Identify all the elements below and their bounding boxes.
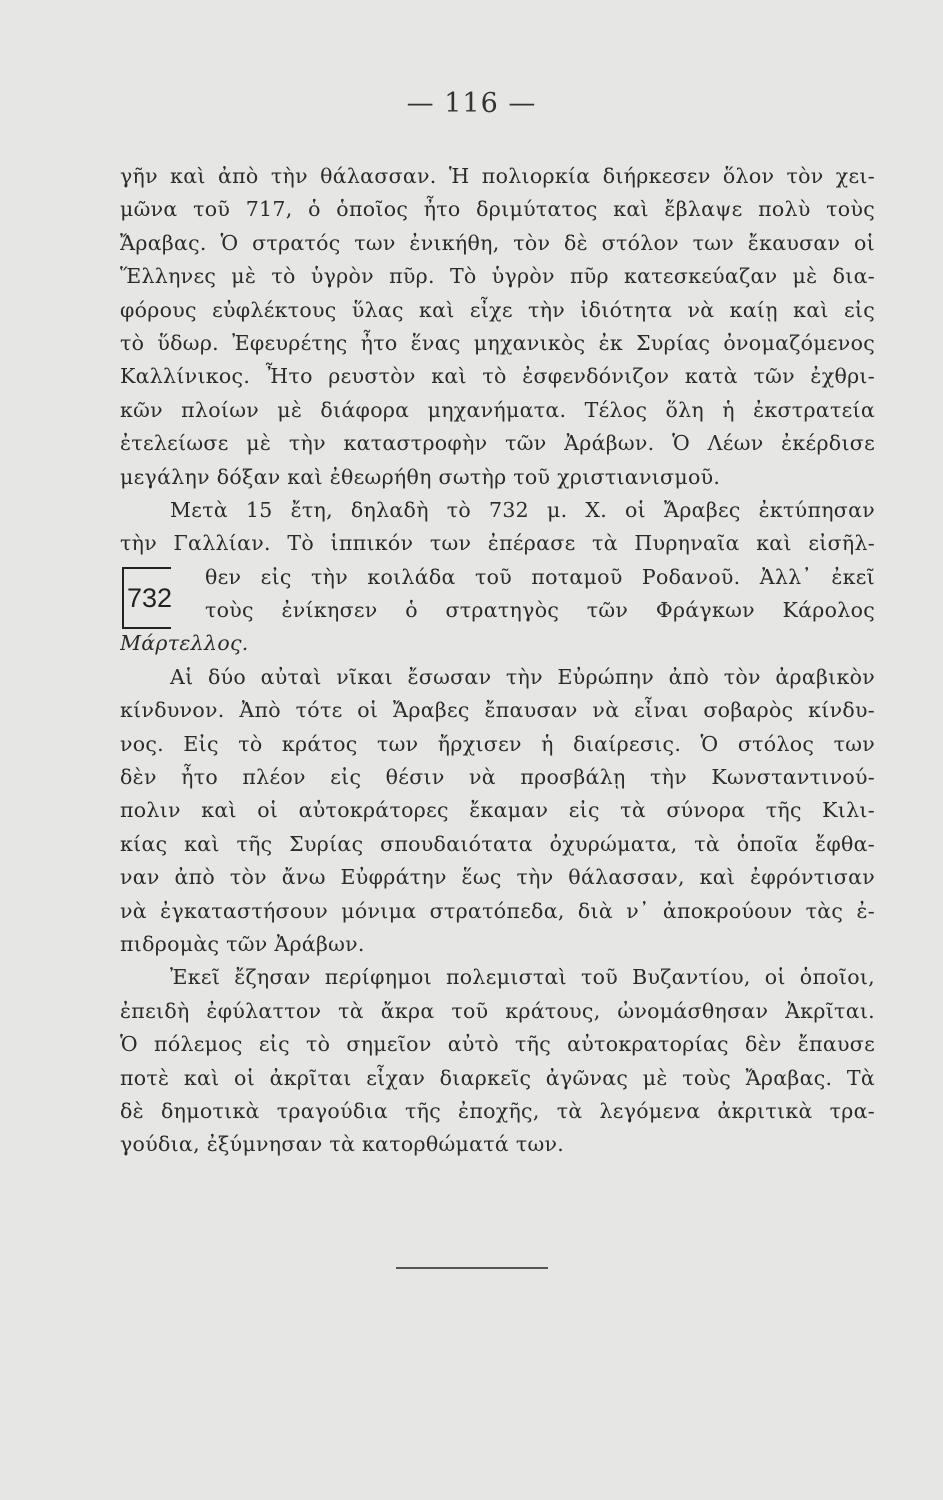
body-text [120,160,875,1162]
text-line: τὴν Γαλλίαν. Τὸ ἱππικόν των ἐπέρασε τὰ Πυρηναῖα καὶ εἰσῆλ- [120,531,875,556]
text-line: ἐπειδὴ ἐφύλαττον τὰ ἄκρα τοῦ κράτους, ὠνομάσθησαν Ἀκρῖται. [120,998,875,1023]
text-line: Ὁ πόλεμος εἰς τὸ σημεῖον αὐτὸ τῆς αὐτοκρατορίας δὲν ἔπαυσε [120,1032,875,1057]
text-line: μῶνα τοῦ 717, ὁ ὁποῖος ἦτο δριμύτατος καὶ ἔβλαψε πολὺ τοὺς [120,197,875,222]
text-line: κίας καὶ τῆς Συρίας σπουδαιότατα ὀχυρώματα, τὰ ὁποῖα ἔφθα- [120,831,875,856]
section-divider [396,1267,548,1269]
text-line: Αἱ δύο αὐταὶ νῖκαι ἔσωσαν τὴν Εὐρώπην ἀπὸ τὸν ἀραβικὸν [170,664,875,689]
text-line: ναν ἀπὸ τὸν ἄνω Εὐφράτην ἕως τὴν θάλασσαν, καὶ ἐφρόντισαν [120,865,875,890]
text-line: νος. Εἰς τὸ κράτος των ἤρχισεν ἡ διαίρεσις. Ὁ στόλος των [120,731,875,756]
text-line: Ἄραβας. Ὁ στρατός των ἐνικήθη, τὸν δὲ στόλον των ἔκαυσαν οἱ [120,230,875,255]
text-line: Καλλίνικος. Ἦτο ρευστὸν καὶ τὸ ἐσφενδόνιζον κατὰ τῶν ἐχθρι- [120,364,875,389]
text-line: γούδια, ἐξύμνησαν τὰ κατορθώματά των. [120,1132,565,1157]
margin-year-note: 732 [122,567,171,629]
text-line: Ἐκεῖ ἔζησαν περίφημοι πολεμισταὶ τοῦ Βυζαντίου, οἱ ὁποῖοι, [170,965,875,990]
text-line: γῆν καὶ ἀπὸ τὴν θάλασσαν. Ἡ πολιορκία διήρκεσεν ὅλον τὸν χει- [120,164,875,188]
text-line: πολιν καὶ οἱ αὐτοκράτορες ἔκαμαν εἰς τὰ σύνορα τῆς Κιλι- [120,798,875,823]
text-line: δὲ δημοτικὰ τραγούδια τῆς ἐποχῆς, τὰ λεγόμενα ἀκριτικὰ τρα- [120,1098,875,1123]
text-line: κῶν πλοίων μὲ διάφορα μηχανήματα. Τέλος ὅλη ἡ ἐκστρατεία [120,397,875,422]
text-line: νὰ ἐγκαταστήσουν μόνιμα στρατόπεδα, διὰ ν᾽ ἀποκρούουν τὰς ἐ- [120,898,875,923]
text-line: Μετὰ 15 ἔτη, δηλαδὴ τὸ 732 μ. Χ. οἱ Ἄραβες ἐκτύπησαν [170,497,875,522]
text-line: κίνδυνον. Ἀπὸ τότε οἱ Ἄραβες ἔπαυσαν νὰ εἶναι σοβαρὸς κίνδυ- [120,698,875,723]
text-line: μεγάλην δόξαν καὶ ἐθεωρήθη σωτὴρ τοῦ χριστιανισμοῦ. [120,464,721,489]
text-line: πιδρομὰς τῶν Ἀράβων. [120,931,365,956]
page-number: — 116 — [406,88,537,119]
text-line: ποτὲ καὶ οἱ ἀκρῖται εἶχαν διαρκεῖς ἀγῶνας μὲ τοὺς Ἄραβας. Τὰ [120,1065,875,1090]
text-line: τοὺς ἐνίκησεν ὁ στρατηγὸς τῶν Φράγκων Κάρολος [205,598,875,623]
text-line: φόρους εὐφλέκτους ὕλας καὶ εἶχε τὴν ἰδιότητα νὰ καίῃ καὶ εἰς [120,297,875,322]
text-line: ἐτελείωσε μὲ τὴν καταστροφὴν τῶν Ἀράβων. Ὁ Λέων ἐκέρδισε [120,431,875,456]
text-line: Μάρτελλος. [120,631,249,656]
text-line: θεν εἰς τὴν κοιλάδα τοῦ ποταμοῦ Ροδανοῦ. Ἀλλ᾽ ἐκεῖ [205,564,875,589]
text-line: τὸ ὕδωρ. Ἐφευρέτης ἦτο ἕνας μηχανικὸς ἐκ Συρίας ὀνομαζόμενος [120,330,875,355]
text-line: Ἕλληνες μὲ τὸ ὑγρὸν πῦρ. Τὸ ὑγρὸν πῦρ κατεσκεύαζαν μὲ δια- [120,264,875,289]
text-line: δὲν ἦτο πλέον εἰς θέσιν νὰ προσβάλῃ τὴν Κωνσταντινού- [120,765,875,790]
